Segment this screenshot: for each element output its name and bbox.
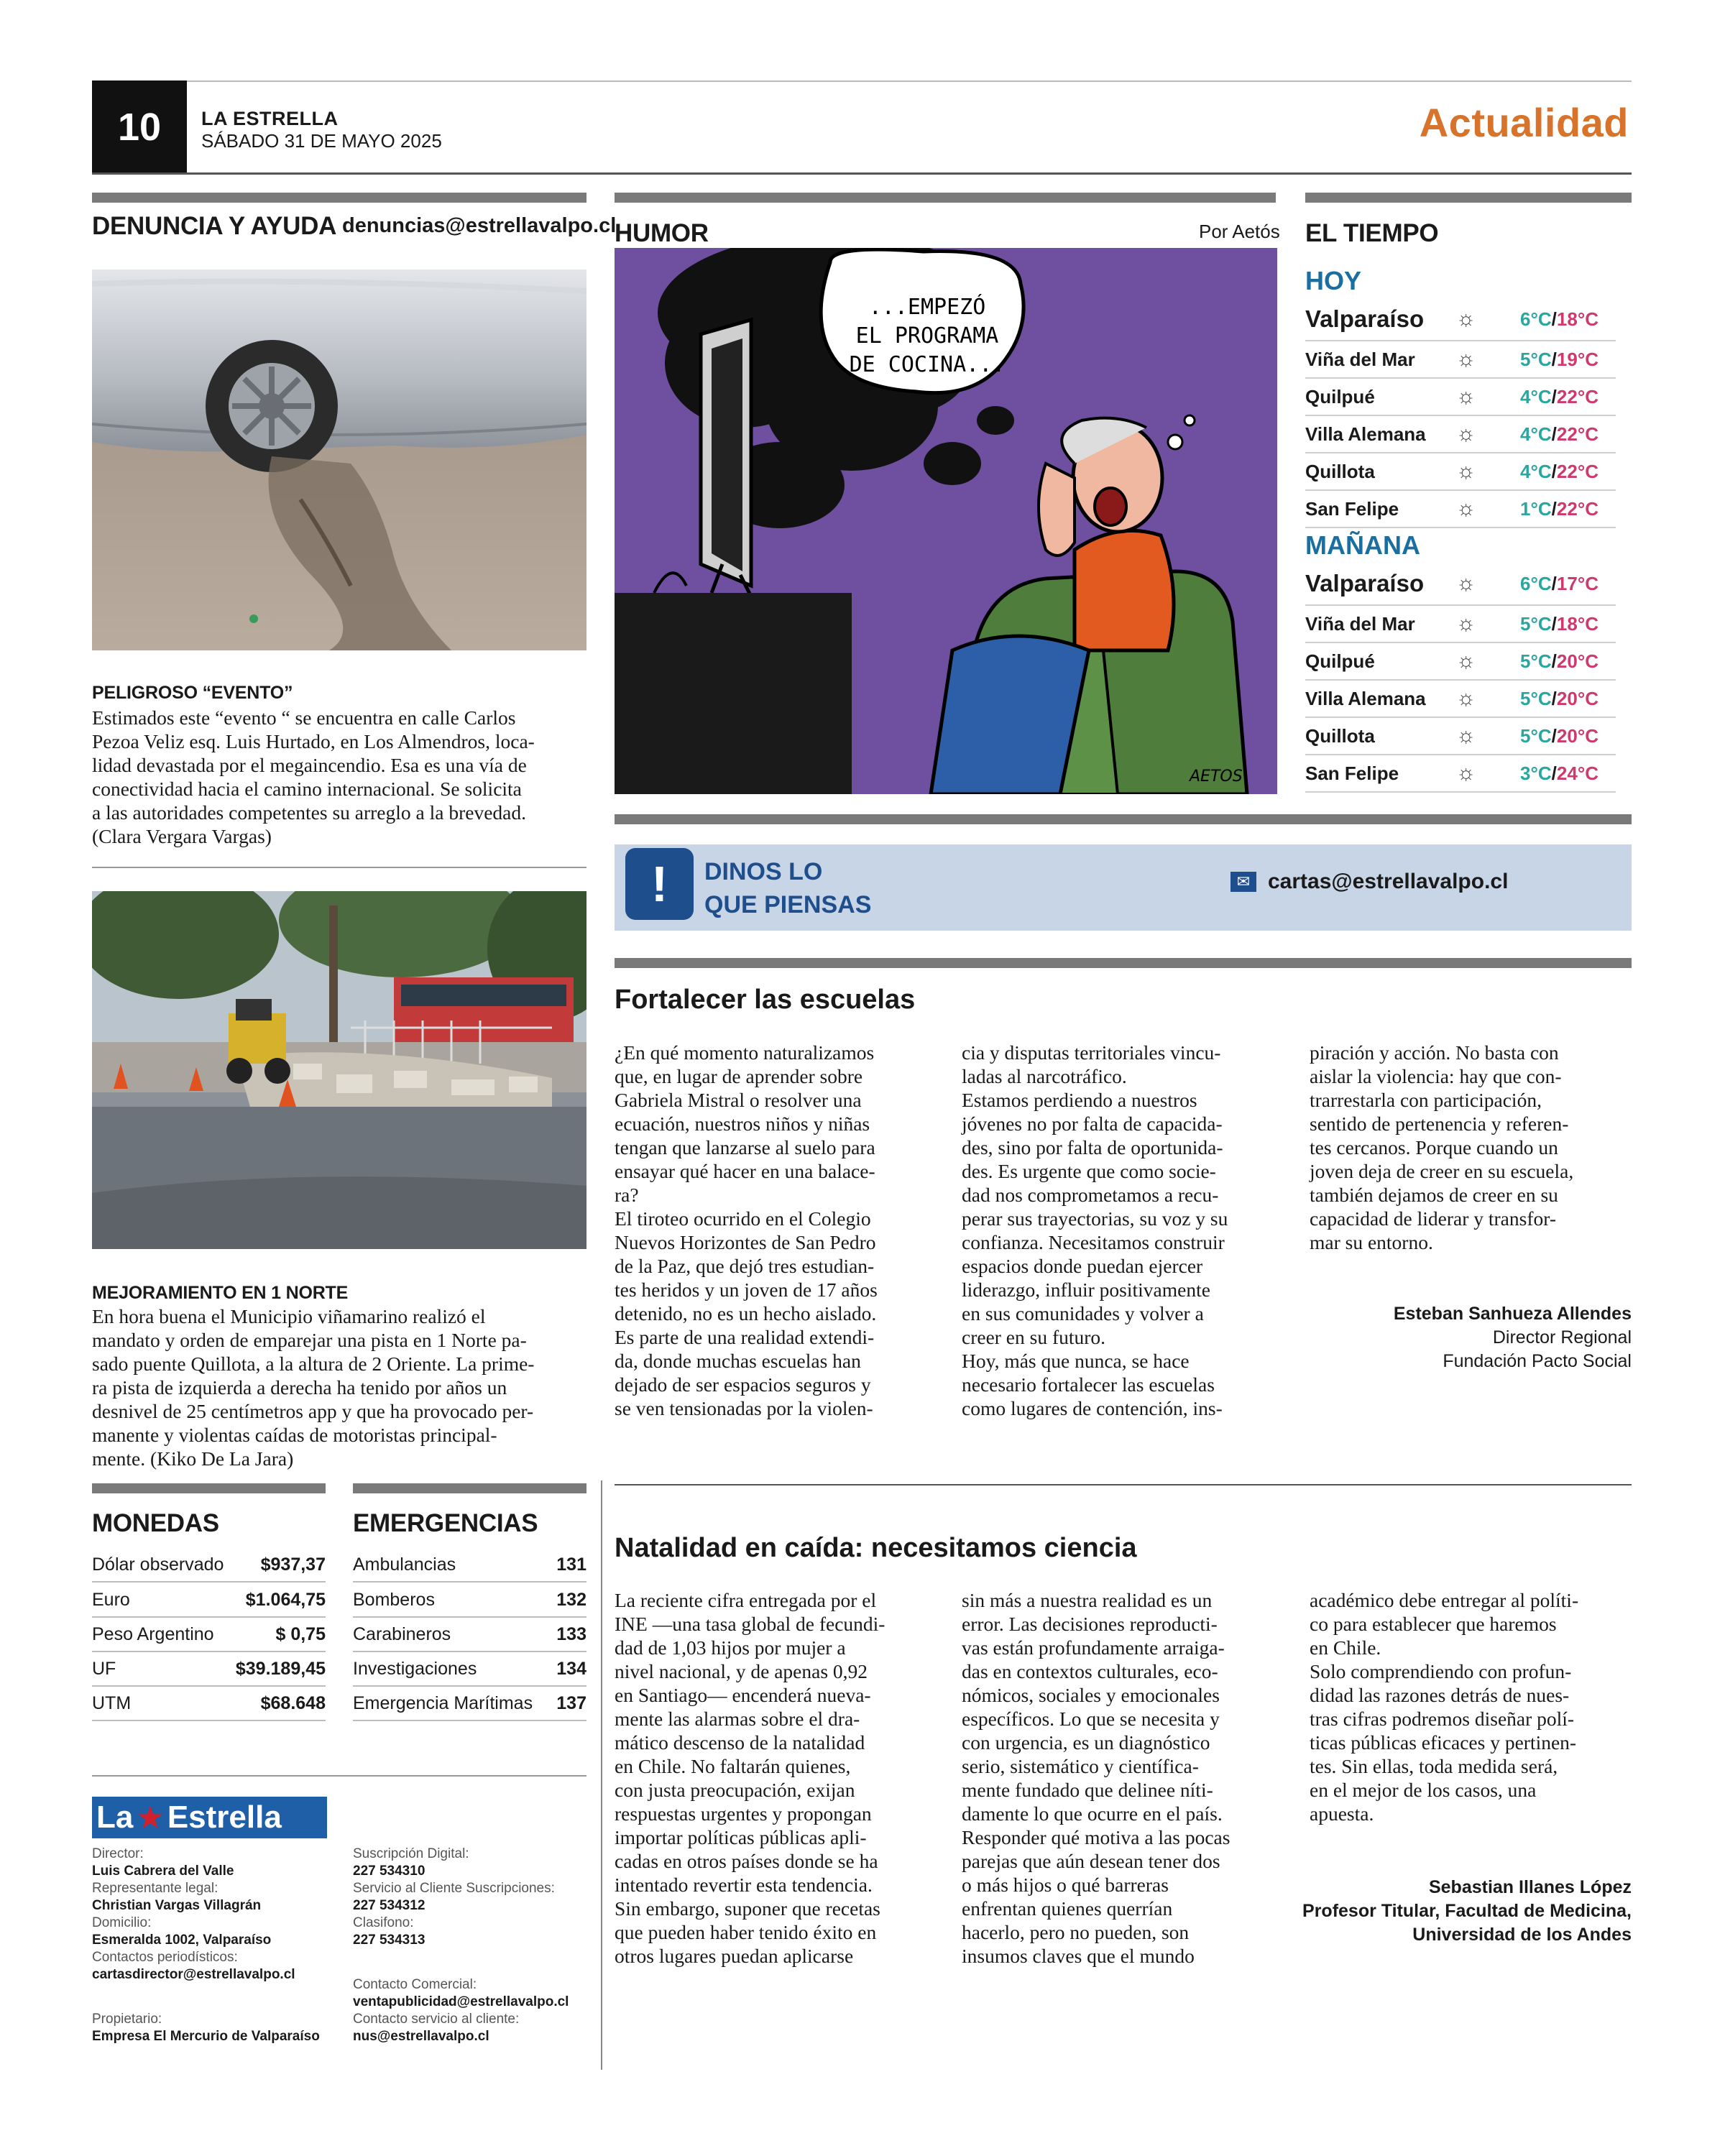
logo-estrella: Estrella (167, 1800, 282, 1835)
item1-title: PELIGROSO “EVENTO” (92, 683, 293, 703)
text-line: en sus comunidades y volver a (962, 1302, 1204, 1325)
text-line: tengan que lanzarse al suelo para (615, 1136, 875, 1158)
table-row (92, 1584, 326, 1618)
text-line: Nuevos Horizontes de San Pedro (615, 1231, 876, 1253)
dinos-line1: DINOS LO (704, 858, 823, 885)
text-line: Responder qué motiva a las pocas (962, 1826, 1230, 1848)
table-row (353, 1687, 586, 1721)
weather-row (1305, 491, 1616, 528)
letter2-signature (1279, 1876, 1632, 1947)
signature-org: Universidad de los Andes (1412, 1925, 1632, 1945)
sun-cloud-icon: ☼ (1455, 612, 1476, 635)
service-label: Carabineros (353, 1624, 451, 1644)
temp-separator: / (1551, 385, 1557, 407)
owner: Empresa El Mercurio de Valparaíso (92, 2029, 320, 2044)
pothole-photo (92, 270, 586, 650)
currency-label: Euro (92, 1590, 130, 1610)
currency-label: UTM (92, 1693, 132, 1713)
text-line: trarrestarla con participación, (1310, 1089, 1542, 1111)
text-line: tes heridos y un joven de 17 años (615, 1279, 878, 1301)
text-line: con justa preocupación, exijan (615, 1779, 855, 1801)
service-number: 131 (556, 1554, 586, 1575)
text-line: Solo comprendiendo con profun- (1310, 1660, 1572, 1682)
text-line: tras cifras podremos diseñar polí- (1310, 1708, 1575, 1730)
text-line: respuestas urgentes y propongan (615, 1802, 872, 1825)
text-line: didad las razones detrás de nues- (1310, 1684, 1570, 1706)
temp-min: 5°C (1520, 348, 1552, 370)
temp-separator: / (1551, 724, 1557, 747)
denuncia-title: DENUNCIA Y AYUDA (92, 212, 337, 240)
temp-separator: / (1551, 762, 1557, 784)
sun-cloud-icon: ☼ (1455, 497, 1476, 520)
weather-row (1305, 416, 1616, 453)
denuncia-email[interactable]: denuncias@estrellavalpo.cl (342, 214, 617, 237)
item1-line: Estimados este “evento “ se encuentra en calle Carlos (92, 706, 516, 729)
weather-temp (1486, 763, 1616, 785)
text-line: en Chile. No faltarán quienes, (615, 1755, 851, 1777)
weather-row (1305, 379, 1616, 416)
text-line: necesario fortalecer las escuelas (962, 1373, 1215, 1396)
monedas-title: MONEDAS (92, 1509, 219, 1537)
temp-min: 1°C (1520, 497, 1552, 520)
service-number: 134 (556, 1659, 586, 1679)
temp-max: 18°C (1556, 612, 1598, 635)
signature-role: Director Regional (1492, 1327, 1632, 1348)
staff-right (353, 1846, 604, 2045)
text-line: joven deja de creer en su escuela, (1310, 1160, 1574, 1182)
staff-left (92, 1846, 344, 2045)
temp-min: 5°C (1520, 650, 1552, 672)
owner-label: Propietario: (92, 2012, 162, 2027)
text-line: damente lo que ocurre en el país. (962, 1802, 1223, 1825)
contact-label: Contactos periodísticos: (92, 1950, 238, 1965)
text-line: parejas que aún desean tener dos (962, 1850, 1220, 1872)
text-line: ra? (615, 1184, 639, 1206)
currency-value: $ 0,75 (275, 1624, 326, 1644)
currency-value: $937,37 (260, 1554, 326, 1575)
text-line: piración y acción. No basta con (1310, 1041, 1559, 1064)
exclamation-icon: ! (625, 848, 694, 920)
table-row (92, 1549, 326, 1583)
item2-line: manente y violentas caídas de motoristas principal- (92, 1424, 497, 1446)
top-rule (92, 80, 1632, 82)
temp-separator: / (1551, 650, 1557, 672)
item2-line: mandato y orden de emparejar una pista en 1 Norte pa- (92, 1329, 527, 1351)
temp-separator: / (1551, 612, 1557, 635)
signature-name: Esteban Sanhueza Allendes (1393, 1304, 1632, 1324)
text-line: serio, sistemático y científica- (962, 1755, 1199, 1777)
svc-label: Servicio al Cliente Suscripciones: (353, 1881, 555, 1896)
item1-line: conectividad hacia el camino internacional. Se solicita (92, 778, 522, 800)
contact-email[interactable]: cartasdirector@estrellavalpo.cl (92, 1967, 295, 1982)
currency-label: Peso Argentino (92, 1624, 214, 1644)
weather-temp (1486, 498, 1616, 520)
text-line: en el mejor de los casos, una (1310, 1779, 1537, 1801)
weather-row (1305, 453, 1616, 491)
text-line: cadas en otros países donde se ha (615, 1850, 878, 1872)
emergencias-title: EMERGENCIAS (353, 1509, 538, 1537)
rep-label: Representante legal: (92, 1881, 218, 1896)
sun-cloud-icon: ☼ (1455, 761, 1476, 785)
text-line: enfrentan quienes querrían (962, 1897, 1173, 1920)
text-line: en Chile. (1310, 1636, 1381, 1659)
table-row (353, 1549, 586, 1583)
sun-cloud-icon: ☼ (1455, 347, 1476, 371)
text-line: académico debe entregar al políti- (1310, 1589, 1579, 1611)
item1-line: (Clara Vergara Vargas) (92, 825, 272, 847)
item1-line: a las autoridades competentes su arreglo a la brevedad. (92, 801, 526, 824)
director-name: Luis Cabrera del Valle (92, 1864, 234, 1879)
column-divider (601, 1480, 602, 2070)
envelope-icon: ✉ (1230, 872, 1256, 892)
weather-temp (1486, 308, 1616, 331)
weather-title: EL TIEMPO (1305, 219, 1439, 247)
weather-row (1305, 643, 1616, 681)
weather-row (1305, 298, 1616, 341)
text-line: de la Paz, que dejó tres estudian- (615, 1255, 875, 1277)
sun-cloud-icon: ☼ (1455, 422, 1476, 446)
sun-cloud-icon: ☼ (1455, 571, 1476, 595)
sub-phone: 227 534310 (353, 1864, 426, 1879)
signature-role: Profesor Titular, Facultad de Medicina, (1302, 1901, 1632, 1921)
letter1-col1 (615, 1041, 949, 1420)
sun-cloud-icon: ☼ (1455, 459, 1476, 483)
temp-min: 4°C (1520, 385, 1552, 407)
temp-min: 4°C (1520, 460, 1552, 482)
temp-min: 3°C (1520, 762, 1552, 784)
dinos-line2: QUE PIENSAS (704, 891, 872, 918)
text-line: hacerlo, pero no pueden, son (962, 1921, 1190, 1943)
currency-label: UF (92, 1659, 116, 1679)
text-line: mente las alarmas sobre el dra- (615, 1708, 860, 1730)
weather-city: Viña del Mar (1305, 612, 1415, 635)
text-line: nómicos, sociales y emocionales (962, 1684, 1220, 1706)
temp-max: 20°C (1556, 724, 1598, 747)
weather-city: Valparaíso (1305, 570, 1425, 596)
address-label: Domicilio: (92, 1915, 152, 1930)
weather-row (1305, 681, 1616, 718)
signature-name: Sebastian Illanes López (1428, 1877, 1632, 1897)
text-line: con urgencia, es un diagnóstico (962, 1731, 1210, 1754)
text-line: des. Es urgente que como socie- (962, 1160, 1216, 1182)
sun-cloud-icon: ☼ (1455, 649, 1476, 673)
divider (92, 867, 586, 868)
weather-row (1305, 718, 1616, 755)
temp-min: 5°C (1520, 612, 1552, 635)
weather-city: Quilpué (1305, 385, 1375, 407)
letter1-title: Fortalecer las escuelas (615, 985, 916, 1015)
text-line: nivel nacional, y de apenas 0,92 (615, 1660, 868, 1682)
text-line: jóvenes no por falta de capacida- (962, 1112, 1223, 1135)
text-line: específicos. Lo que se necesita y (962, 1708, 1220, 1730)
weather-temp (1486, 349, 1616, 371)
text-line: capacidad de liderar y transfor- (1310, 1207, 1557, 1230)
sun-cloud-icon: ☼ (1455, 307, 1476, 331)
item1-line: Pezoa Veliz esq. Luis Hurtado, en Los Almendros, loca- (92, 730, 535, 752)
text-line: perar sus trayectorias, su voz y su (962, 1207, 1228, 1230)
temp-separator: / (1551, 348, 1557, 370)
weather-temp (1486, 725, 1616, 747)
text-line: INE —una tasa global de fecundi- (615, 1613, 886, 1635)
temp-max: 19°C (1556, 348, 1598, 370)
text-line: mar su entorno. (1310, 1231, 1433, 1253)
monedas-top-bar (92, 1483, 326, 1493)
temp-min: 6°C (1520, 308, 1552, 330)
item2-title: MEJORAMIENTO EN 1 NORTE (92, 1283, 349, 1303)
logo-la: La (96, 1800, 134, 1835)
newspaper-name: LA ESTRELLA (201, 108, 339, 129)
item2-line: En hora buena el Municipio viñamarino realizó el (92, 1305, 486, 1327)
table-row (92, 1618, 326, 1652)
la-estrella-logo (92, 1797, 327, 1838)
table-row (353, 1618, 586, 1652)
text-line: tes cercanos. Porque cuando un (1310, 1136, 1558, 1158)
service-number: 137 (556, 1693, 586, 1713)
weather-temp (1486, 688, 1616, 710)
com-email[interactable]: ventapublicidad@estrellavalpo.cl (353, 1994, 569, 2009)
text-line: dad de 1,03 hijos por mujer a (615, 1636, 846, 1659)
item2-line: desnivel de 25 centímetros app y que ha provocado per- (92, 1400, 534, 1422)
text-line: vas están profundamente arraiga- (962, 1636, 1225, 1659)
letter1-col3 (1310, 1041, 1633, 1254)
text-line: creer en su futuro. (962, 1326, 1106, 1348)
temp-max: 22°C (1556, 423, 1598, 445)
item2-line: ra pista de izquierda a derecha ha tenido por años un (92, 1376, 507, 1399)
weather-row (1305, 341, 1616, 379)
text-line: aislar la violencia: hay que con- (1310, 1065, 1562, 1087)
humor-top-bar (615, 193, 1276, 203)
signature-org: Fundación Pacto Social (1443, 1351, 1632, 1371)
service-number: 132 (556, 1590, 586, 1610)
item1-body (92, 706, 595, 848)
temp-max: 17°C (1556, 572, 1598, 594)
weather-city: San Felipe (1305, 762, 1399, 784)
text-line: apuesta. (1310, 1802, 1374, 1825)
text-line: dad nos comprometamos a recu- (962, 1184, 1219, 1206)
letter2-col2 (962, 1588, 1296, 1968)
text-line: detenido, no es un hecho aislado. (615, 1302, 877, 1325)
table-row (92, 1653, 326, 1687)
weather-temp (1486, 613, 1616, 635)
temp-min: 4°C (1520, 423, 1552, 445)
weather-temp (1486, 386, 1616, 408)
dinos-heading (704, 855, 871, 921)
humor-title: HUMOR (615, 219, 709, 247)
temp-max: 20°C (1556, 687, 1598, 709)
letters-top-bar (615, 958, 1632, 968)
table-row (92, 1687, 326, 1721)
text-line: se ven tensionadas por la violen- (615, 1397, 873, 1419)
cartoon-signature: AETOS (1190, 768, 1243, 786)
dinos-email[interactable]: cartas@estrellavalpo.cl (1268, 870, 1509, 893)
divider (615, 1484, 1632, 1485)
director-label: Director: (92, 1846, 144, 1861)
weather-city: Villa Alemana (1305, 687, 1426, 709)
temp-max: 20°C (1556, 650, 1598, 672)
clas-label: Clasifono: (353, 1915, 414, 1930)
temp-separator: / (1551, 572, 1557, 594)
text-line: sentido de pertenencia y referen- (1310, 1112, 1569, 1135)
temp-separator: / (1551, 460, 1557, 482)
text-line: Sin embargo, suponer que recetas (615, 1897, 880, 1920)
currency-value: $1.064,75 (245, 1590, 326, 1610)
temp-max: 18°C (1556, 308, 1598, 330)
text-line: Es parte de una realidad extendi- (615, 1326, 875, 1348)
bubble-line: ...EMPEZÓ (868, 295, 986, 320)
text-line: que pueden haber tenido éxito en (615, 1921, 877, 1943)
text-line: La reciente cifra entregada por el (615, 1589, 877, 1611)
temp-max: 22°C (1556, 460, 1598, 482)
temp-max: 22°C (1556, 497, 1598, 520)
text-line: que, en lugar de aprender sobre (615, 1065, 863, 1087)
letter1-signature (1310, 1302, 1632, 1373)
emergencias-top-bar (353, 1483, 586, 1493)
star-icon: ★ (136, 1800, 165, 1835)
text-line: error. Las decisiones reproducti- (962, 1613, 1218, 1635)
text-line: das en contextos culturales, eco- (962, 1660, 1218, 1682)
text-line: mente fundado que delinee níti- (962, 1779, 1213, 1801)
text-line: como lugares de contención, ins- (962, 1397, 1223, 1419)
address: Esmeralda 1002, Valparaíso (92, 1932, 272, 1948)
dinos-top-bar (615, 814, 1632, 824)
text-line: importar políticas públicas apli- (615, 1826, 867, 1848)
text-line: ticas públicas eficaces y pertinen- (1310, 1731, 1577, 1754)
text-line: ladas al narcotráfico. (962, 1065, 1127, 1087)
text-line: ecuación, nuestros niños y niñas (615, 1112, 870, 1135)
letter2-title: Natalidad en caída: necesitamos ciencia (615, 1533, 1137, 1563)
weather-row (1305, 606, 1616, 643)
text-line: des, sino por falta de oportunida- (962, 1136, 1223, 1158)
temp-separator: / (1551, 497, 1557, 520)
svc-phone: 227 534312 (353, 1898, 426, 1913)
weather-city: Valparaíso (1305, 305, 1425, 332)
text-line: cia y disputas territoriales vincu- (962, 1041, 1221, 1064)
text-line: Estamos perdiendo a nuestros (962, 1089, 1197, 1111)
service-label: Emergencia Marítimas (353, 1693, 533, 1713)
sun-cloud-icon: ☼ (1455, 384, 1476, 408)
text-line: también dejamos de creer en su (1310, 1184, 1558, 1206)
text-line: ¿En qué momento naturalizamos (615, 1041, 875, 1064)
text-line: Hoy, más que nunca, se hace (962, 1350, 1190, 1372)
clas-phone: 227 534313 (353, 1932, 426, 1948)
issue-date: SÁBADO 31 DE MAYO 2025 (201, 130, 442, 152)
weather-today-label: HOY (1305, 266, 1362, 295)
text-line: en Santiago— encenderá nueva- (615, 1684, 871, 1706)
weather-city: Quilpué (1305, 650, 1375, 672)
service-label: Ambulancias (353, 1554, 456, 1575)
weather-row (1305, 755, 1616, 793)
item1-line: lidad devastada por el megaincendio. Esa es una vía de (92, 754, 527, 776)
denuncia-top-bar (92, 193, 586, 203)
weather-city: Viña del Mar (1305, 348, 1415, 370)
letter2-col3 (1310, 1588, 1633, 1825)
page-number: 10 (92, 80, 187, 174)
cli-label: Contacto servicio al cliente: (353, 2012, 520, 2027)
rep-name: Christian Vargas Villagrán (92, 1898, 262, 1913)
divider (92, 1775, 586, 1777)
bubble-line: EL PROGRAMA (855, 323, 999, 349)
item2-line: sado puente Quillota, a la altura de 2 Oriente. La prime- (92, 1353, 535, 1375)
text-line: sin más a nuestra realidad es un (962, 1589, 1213, 1611)
temp-min: 5°C (1520, 724, 1552, 747)
table-row (353, 1584, 586, 1618)
text-line: intentado revertir esta tendencia. (615, 1874, 873, 1896)
text-line: El tiroteo ocurrido en el Colegio (615, 1207, 871, 1230)
sub-label: Suscripción Digital: (353, 1846, 469, 1861)
weather-top-bar (1305, 193, 1632, 203)
text-line: o más hijos o qué barreras (962, 1874, 1169, 1896)
weather-temp (1486, 461, 1616, 483)
text-line: liderazgo, influir positivamente (962, 1279, 1210, 1301)
weather-row (1305, 563, 1616, 606)
temp-min: 6°C (1520, 572, 1552, 594)
currency-value: $68.648 (260, 1693, 326, 1713)
currency-label: Dólar observado (92, 1554, 224, 1575)
temp-min: 5°C (1520, 687, 1552, 709)
temp-max: 22°C (1556, 385, 1598, 407)
text-line: confianza. Necesitamos construir (962, 1231, 1225, 1253)
service-label: Investigaciones (353, 1659, 477, 1679)
bubble-line: DE COCINA... (849, 352, 1006, 377)
currency-value: $39.189,45 (235, 1659, 326, 1679)
text-line: otros lugares puedan aplicarse (615, 1945, 854, 1967)
weather-temp (1486, 423, 1616, 446)
table-row (353, 1653, 586, 1687)
humor-author: Por Aetós (1199, 221, 1280, 242)
weather-temp (1486, 650, 1616, 673)
temp-separator: / (1551, 423, 1557, 445)
text-line: tes. Sin ellas, toda medida será, (1310, 1755, 1558, 1777)
temp-separator: / (1551, 687, 1557, 709)
weather-city: Quillota (1305, 724, 1375, 747)
humor-cartoon (615, 248, 1277, 794)
com-label: Contacto Comercial: (353, 1977, 477, 1992)
letter1-col2 (962, 1041, 1296, 1420)
cli-email[interactable]: nus@estrellavalpo.cl (353, 2029, 489, 2044)
text-line: insumos claves que el mundo (962, 1945, 1195, 1967)
weather-temp (1486, 573, 1616, 595)
sun-cloud-icon: ☼ (1455, 686, 1476, 710)
weather-city: San Felipe (1305, 497, 1399, 520)
weather-tomorrow-label: MAÑANA (1305, 530, 1420, 560)
text-line: Gabriela Mistral o resolver una (615, 1089, 862, 1111)
sun-cloud-icon: ☼ (1455, 724, 1476, 747)
letter2-col1 (615, 1588, 949, 1968)
temp-max: 24°C (1556, 762, 1598, 784)
text-line: da, donde muchas escuelas han (615, 1350, 861, 1372)
weather-city: Villa Alemana (1305, 423, 1426, 445)
roadwork-photo (92, 891, 586, 1249)
text-line: mático descenso de la natalidad (615, 1731, 865, 1754)
header-rule (92, 172, 1632, 175)
text-line: co para establecer que haremos (1310, 1613, 1557, 1635)
text-line: espacios donde puedan ejercer (962, 1255, 1203, 1277)
weather-city: Quillota (1305, 460, 1375, 482)
service-number: 133 (556, 1624, 586, 1644)
item2-body (92, 1304, 595, 1470)
temp-separator: / (1551, 308, 1557, 330)
service-label: Bomberos (353, 1590, 435, 1610)
item2-line: mente. (Kiko De La Jara) (92, 1447, 294, 1470)
section-title: Actualidad (1419, 100, 1629, 145)
text-line: dejado de ser espacios seguros y (615, 1373, 871, 1396)
text-line: ensayar qué hacer en una balace- (615, 1160, 875, 1182)
